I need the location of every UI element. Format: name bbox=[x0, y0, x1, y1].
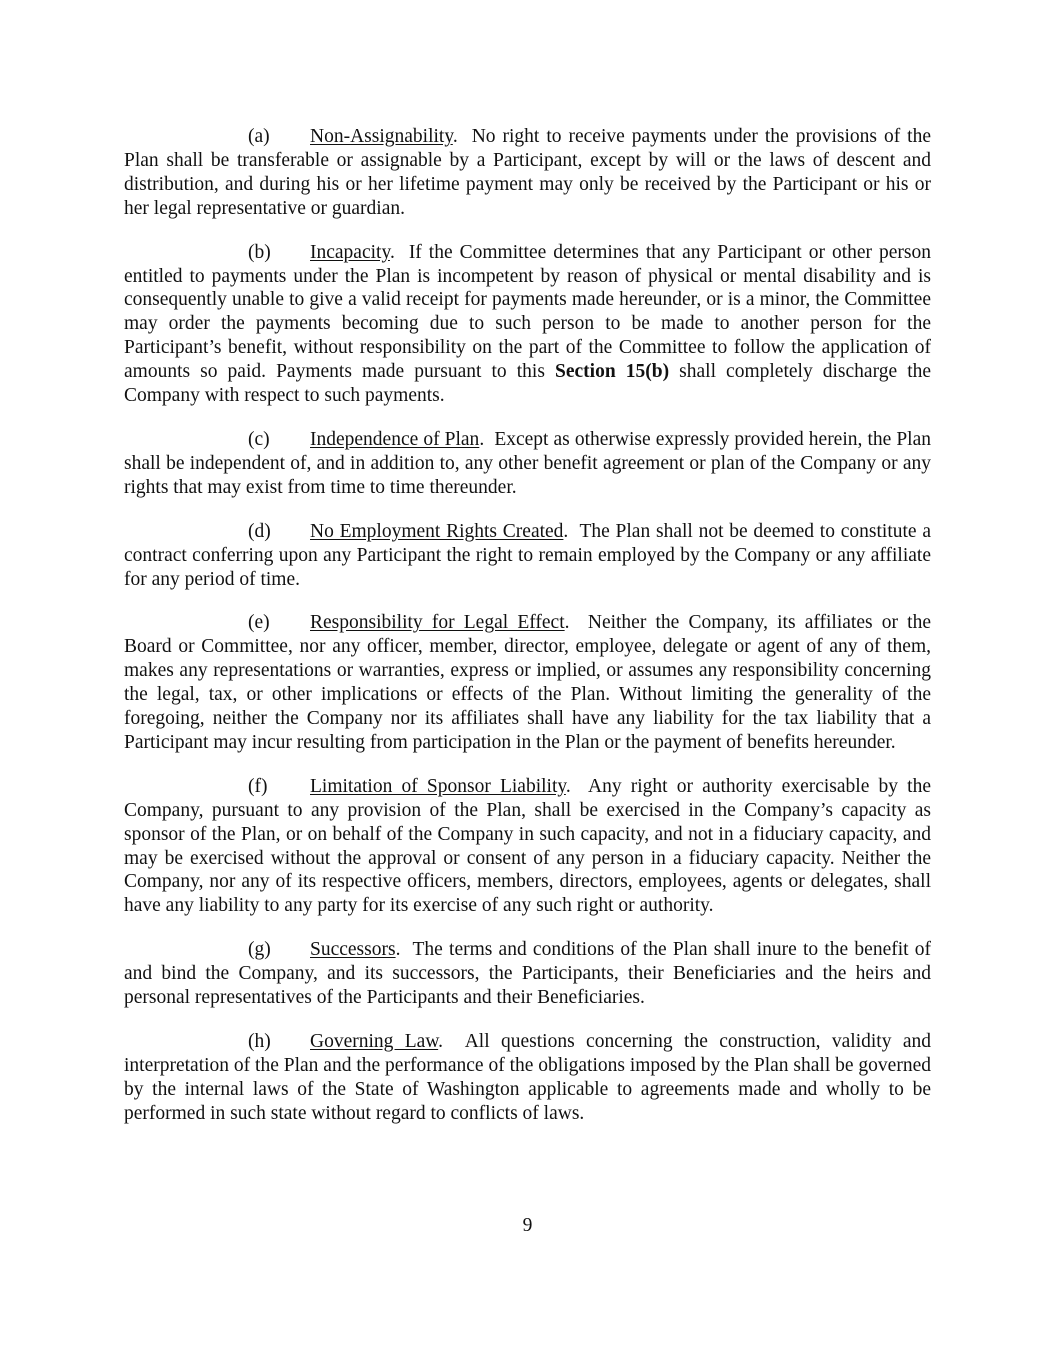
section-heading: Successors bbox=[310, 939, 396, 961]
section-label: (c) bbox=[248, 428, 270, 450]
section-e bbox=[124, 611, 931, 754]
section-text-after: shall completely discharge the Company with respect to such payments. bbox=[124, 361, 932, 407]
heading-punct: . bbox=[564, 612, 570, 634]
document-body bbox=[124, 125, 931, 1146]
section-text: If the Committee determines that any Participant or other person entitled to payments under the Plan is incompetent by reason of physical or mental disability and is consequently unable to give a valid receipt for payments made hereunder, or is a minor, the Committee may order the payments becoming due to such person to be made to another person for the Participant’s benefit, without responsibility on the part of the Committee to follow the application of amounts so paid. Payments made pursuant to this bbox=[124, 241, 931, 383]
section-text: The terms and conditions of the Plan shall inure to the benefit of and bind the Company, and its successors, the Participants, their Beneficiaries and the heirs and personal representatives of the Participants and their Beneficiaries. bbox=[124, 939, 931, 1009]
section-heading: Responsibility for Legal Effect bbox=[310, 612, 565, 634]
heading-punct: . bbox=[563, 520, 569, 542]
section-heading: No Employment Rights Created bbox=[310, 520, 564, 542]
section-text: Neither the Company, its affiliates or the Board or Committee, nor any officer, member, director, employee, delegate or agent of any of them, makes any representations or warranties, express or implied, or assumes any responsibility concerning the legal, tax, or other implications or effects of the Plan. Without limiting the generality of the foregoing, neither the Company nor its affiliates shall have any liability for the tax liability that a Participant may incur resulting from participation in the Plan or the payment of benefits hereunder. bbox=[124, 612, 932, 753]
section-d bbox=[124, 520, 931, 592]
heading-punct: . bbox=[389, 241, 395, 263]
section-text: No right to receive payments under the provisions of the Plan shall be transferable or assignable by a Participant, except by will or the laws of descent and distribution, and during his or her lifetime payment may only be received by the Participant or his or her legal representative or guardian. bbox=[124, 126, 931, 219]
heading-punct: . bbox=[479, 428, 485, 450]
section-h bbox=[124, 1030, 931, 1126]
section-label: (a) bbox=[248, 126, 270, 147]
section-text: The Plan shall not be deemed to constitute a contract conferring upon any Participant the right to remain employed by the Company or any affiliate for any period of time. bbox=[124, 520, 931, 590]
heading-punct: . bbox=[438, 1031, 444, 1052]
heading-punct: . bbox=[565, 775, 571, 797]
section-g bbox=[124, 938, 931, 1010]
section-c bbox=[124, 428, 931, 500]
section-heading: Limitation of Sponsor Liability bbox=[310, 775, 566, 797]
heading-punct: . bbox=[452, 126, 458, 147]
section-heading: Independence of Plan bbox=[310, 428, 480, 450]
section-label: (e) bbox=[248, 612, 270, 634]
section-label: (b) bbox=[248, 241, 271, 263]
section-a bbox=[124, 125, 931, 221]
section-label: (g) bbox=[248, 939, 271, 961]
section-label: (d) bbox=[248, 520, 271, 542]
section-heading: Governing Law bbox=[310, 1031, 439, 1052]
section-label: (h) bbox=[248, 1031, 271, 1052]
section-text: Except as otherwise expressly provided herein, the Plan shall be independent of, and in addition to, any other benefit agreement or plan of the Company or any rights that may exist from time to time thereunder. bbox=[124, 428, 931, 498]
heading-punct: . bbox=[395, 939, 401, 961]
section-heading: Incapacity bbox=[310, 241, 390, 263]
section-label: (f) bbox=[248, 775, 268, 797]
section-heading: Non-Assignability bbox=[310, 126, 453, 147]
section-text: All questions concerning the construction, validity and interpretation of the Plan and the performance of the obligations imposed by the Plan shall be governed by the internal laws of the State of Washington applicable to agreements made and wholly to be performed in such state without regard to conflicts of laws. bbox=[124, 1031, 931, 1124]
section-f bbox=[124, 775, 931, 918]
section-reference: Section 15(b) bbox=[555, 361, 670, 383]
section-b bbox=[124, 241, 931, 408]
page-number: 9 bbox=[522, 1215, 533, 1236]
section-text: Any right or authority exercisable by the Company, pursuant to any provision of the Plan, shall be exercised in the Company’s capacity as sponsor of the Plan, or on behalf of the Company in such capacity, and not in a fiduciary capacity, and may be exercised without the approval or consent of any person in a fiduciary capacity. Neither the Company, nor any of its respective officers, members, directors, employees, agents or delegates, shall have any liability to any party for its exercise of any such right or authority. bbox=[124, 775, 931, 917]
